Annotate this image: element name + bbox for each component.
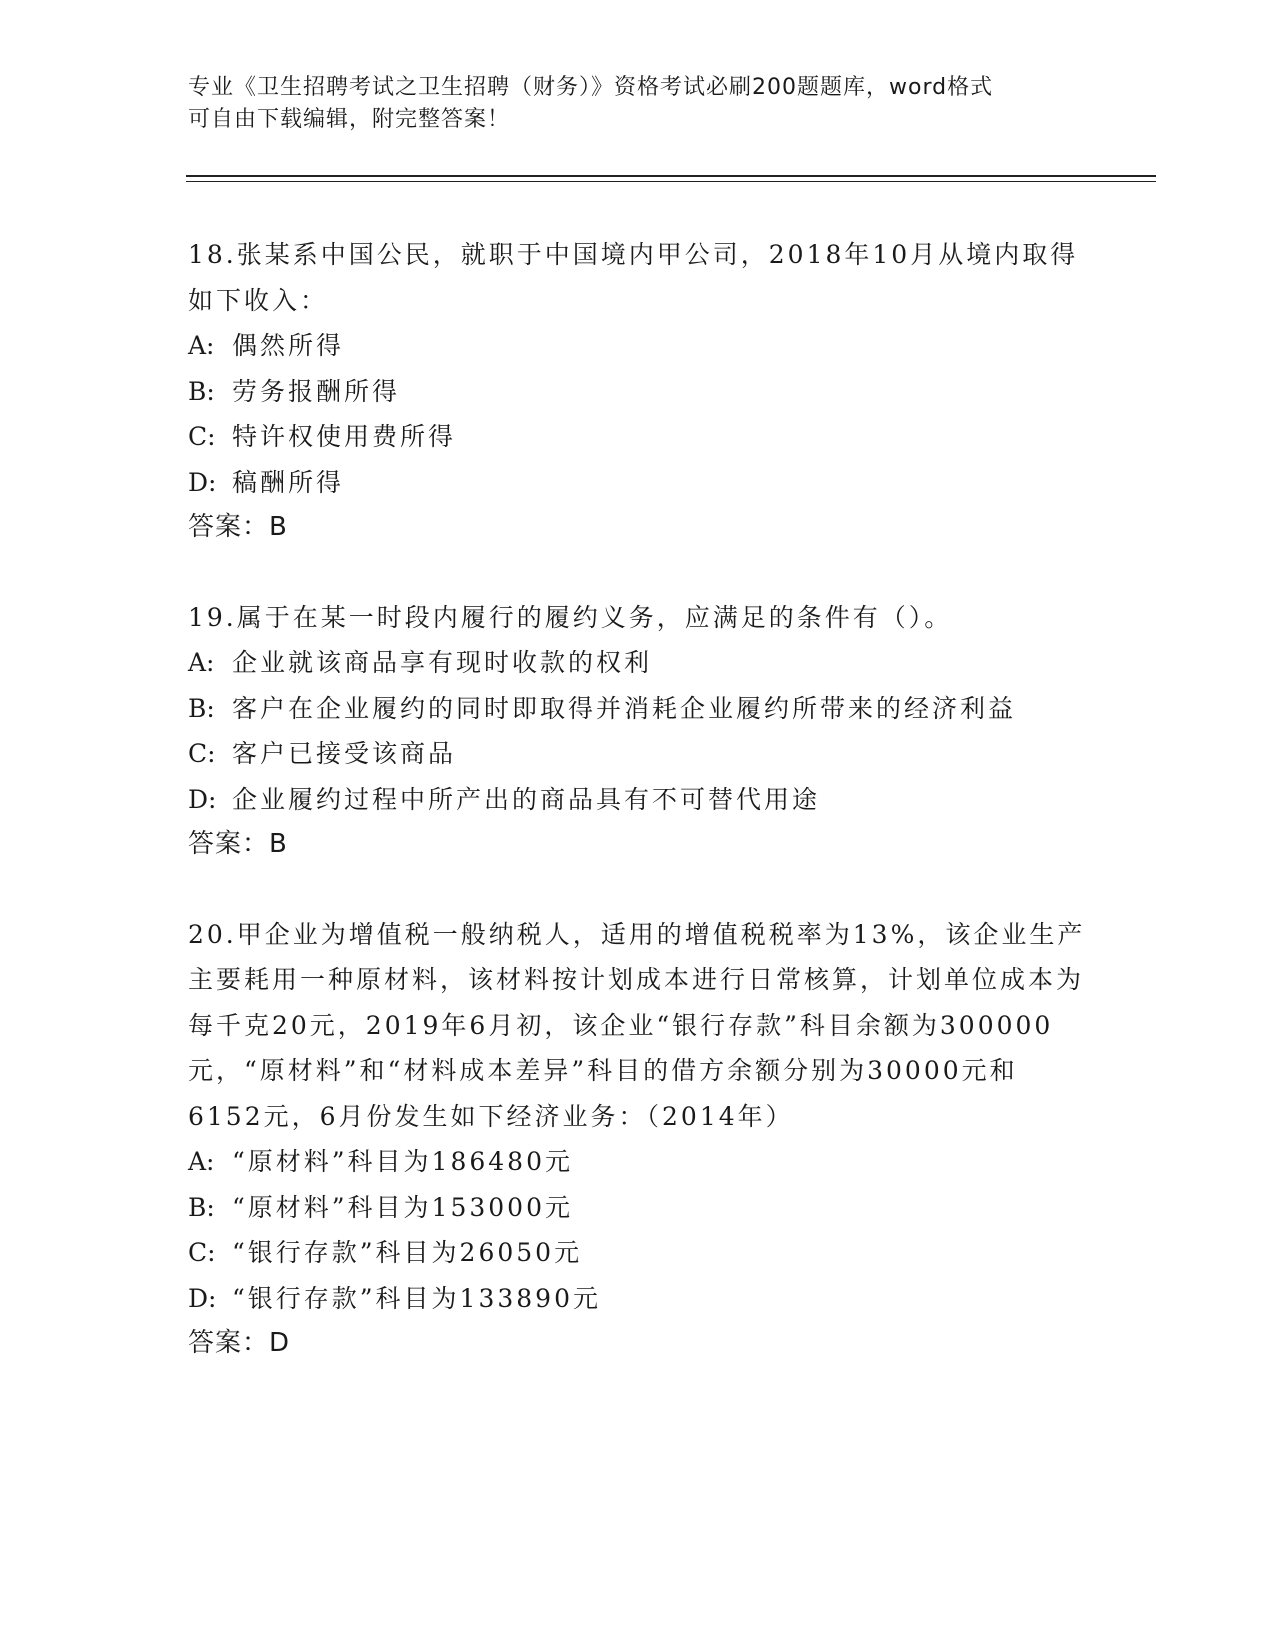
option-a bbox=[188, 1139, 1088, 1185]
option-letter: C: bbox=[188, 739, 216, 768]
option-text: 客户已接受该商品 bbox=[232, 739, 457, 768]
question-19 bbox=[188, 595, 1088, 868]
option-text: “原材料”科目为186480元 bbox=[232, 1147, 573, 1176]
document-header bbox=[188, 72, 1088, 136]
option-b bbox=[188, 1185, 1088, 1231]
answer-label: 答案：D bbox=[188, 1328, 291, 1358]
option-letter: D: bbox=[188, 1283, 217, 1313]
option-c bbox=[188, 414, 1088, 460]
option-d bbox=[188, 777, 1088, 823]
option-b bbox=[188, 686, 1088, 732]
option-c bbox=[188, 731, 1088, 777]
option-text: “银行存款”科目为133890元 bbox=[232, 1283, 601, 1313]
question-text: 19.属于在某一时段内履行的履约义务，应满足的条件有（）。 bbox=[188, 602, 953, 632]
header-line-2: 可自由下载编辑，附完整答案！ bbox=[188, 107, 511, 132]
option-a bbox=[188, 323, 1088, 369]
header-line-1: 专业《卫生招聘考试之卫生招聘（财务）》资格考试必刷200题题库，word格式 bbox=[188, 75, 994, 100]
option-letter: C: bbox=[188, 1238, 216, 1267]
option-text: 企业履约过程中所产出的商品具有不可替代用途 bbox=[232, 784, 821, 814]
question-text: 20.甲企业为增值税一般纳税人，适用的增值税税率为13%，该企业生产主要耗用一种原材料，该材料按计划成本进行日常核算，计划单位成本为每千克20元，2019年6月初，该企业“银行存款”科目余额为300000元，“原材料”和“材料成本差异”科目的借方余额分别为30000元和6152元，6月份发生如下经济业务：（2014年） bbox=[188, 919, 1086, 1131]
answer-label: 答案：B bbox=[188, 829, 288, 859]
option-text: 偶然所得 bbox=[232, 331, 345, 360]
question-list bbox=[188, 232, 1088, 1411]
option-letter: B: bbox=[188, 1192, 215, 1222]
option-text: 特许权使用费所得 bbox=[232, 422, 457, 451]
option-text: “原材料”科目为153000元 bbox=[232, 1192, 573, 1222]
option-letter: D: bbox=[188, 784, 217, 814]
option-text: 企业就该商品享有现时收款的权利 bbox=[232, 648, 653, 677]
option-d bbox=[188, 460, 1088, 506]
option-letter: A: bbox=[188, 331, 215, 360]
header-divider-thick bbox=[186, 175, 1156, 177]
option-c bbox=[188, 1230, 1088, 1276]
option-text: 稿酬所得 bbox=[232, 467, 345, 497]
option-text: “银行存款”科目为26050元 bbox=[232, 1238, 583, 1267]
answer-label: 答案：B bbox=[188, 512, 288, 542]
option-letter: D: bbox=[188, 467, 217, 497]
option-letter: B: bbox=[188, 376, 215, 406]
option-a bbox=[188, 640, 1088, 686]
header-divider-thin bbox=[186, 181, 1156, 182]
question-20 bbox=[188, 912, 1088, 1367]
question-18 bbox=[188, 232, 1088, 551]
option-text: 劳务报酬所得 bbox=[232, 376, 401, 406]
question-text: 18.张某系中国公民，就职于中国境内甲公司，2018年10月从境内取得如下收入： bbox=[188, 240, 1079, 315]
option-text: 客户在企业履约的同时即取得并消耗企业履约所带来的经济利益 bbox=[232, 693, 1017, 723]
option-letter: C: bbox=[188, 422, 216, 451]
option-letter: A: bbox=[188, 648, 215, 677]
option-d bbox=[188, 1276, 1088, 1322]
option-letter: B: bbox=[188, 693, 215, 723]
option-b bbox=[188, 369, 1088, 415]
option-letter: A: bbox=[188, 1147, 215, 1176]
